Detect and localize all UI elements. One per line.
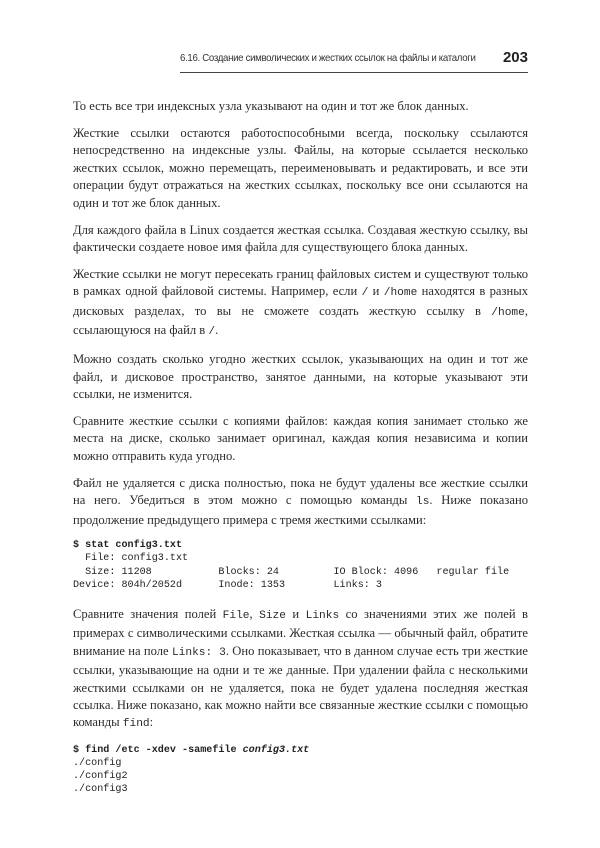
command-argument: config3.txt [242,744,310,756]
paragraph: Жесткие ссылки остаются работоспособными всегда, поскольку ссылаются непосредственно на индексные узлы. Файлы, на которые ссылается несколько жестких ссылок, можно перемещать, переименовывать и редактировать, и все эти операции будут отражаться на жестких ссылках, поскольку все они ссылаются на один и тот же блок данных. [73,126,528,210]
paragraph [73,266,528,342]
text: . [215,323,219,338]
inline-code: Size [259,609,286,622]
inline-code: Links [305,609,340,622]
output-line: File: config3.txt [73,553,189,565]
code-block-find [73,744,528,797]
text: и [368,284,384,299]
text: Файл не удаляется с диска полностью, пока не будут удалены все жесткие ссылки на него. Убедиться в этом можно с помощью команды [73,475,528,508]
inline-code: Links: 3 [171,646,226,659]
output-line: Size: 11208 Blocks: 24 IO Block: 4096 regular file [73,566,510,578]
chapter-section-title: 6.16. Создание символических и жестких ссылок на файлы и каталоги [180,53,476,64]
inline-code: ls [415,496,430,509]
text: . Оно показывает, что в данном случае есть три жесткие ссылки, указывающие на одни и те же данные. При удалении файла с несколькими жесткими ссылками он не удаляется, пока не будет удалена последняя жесткая ссылка. Ниже показано, как можно найти все связанные жесткие ссылки с помощью команды [73,643,528,730]
paragraph: Можно создать сколько угодно жестких ссылок, указывающих на один и тот же файл, и дисковое пространство, занятое данными, на которые указывают эти ссылки, не изменится. [73,352,528,402]
page-body [73,98,528,811]
text: Жесткие ссылки не могут пересекать границ файловых систем и существуют только в рамках одной файловой системы. Например, если [73,267,528,299]
running-header [180,50,528,73]
command-text: $ find /etc -xdev -samefile [73,744,243,756]
text: , ссылающуюся на файл в [73,303,528,338]
output-line: ./config2 [73,771,128,783]
inline-code: /home [383,287,418,300]
inline-code: / [208,326,216,339]
paragraph: Сравните жесткие ссылки с копиями файлов: каждая копия занимает столько же места на диске, сколько занимает оригинал, каждая копия независима и копии можно отправить куда угодно. [73,414,528,463]
output-line: ./config3 [73,784,128,796]
inline-code: find [122,718,150,731]
inline-code: File [222,609,250,622]
paragraph [73,606,528,734]
text: . Ниже показано продолжение предыдущего примера с тремя жесткими ссылками: [73,493,529,527]
command-line [73,744,528,757]
inline-code: / [361,287,369,300]
output-line: Device: 804h/2052d Inode: 1353 Links: 3 [73,579,382,591]
text: со значениями этих же полей в примерах с символическими ссылками. Жесткая ссылка — обычный файл, обратите внимание на поле [73,606,529,658]
text: , [249,606,260,621]
paragraph: Для каждого файла в Linux создается жесткая ссылка. Создавая жесткую ссылку, вы фактически создаете новое имя файла для существующего блока данных. [73,222,528,255]
text: находятся в разных дисковых разделах, то вы не сможете создать жесткую ссылку в [73,284,528,318]
text: : [149,715,154,730]
text: Сравните значения полей [73,606,223,621]
code-block-stat [73,539,528,592]
output-line: ./config [73,757,122,769]
paragraph: То есть все три индексных узла указывают на один и тот же блок данных. [73,99,469,113]
page-number: 203 [502,49,528,66]
paragraph [73,475,528,529]
command-line: $ stat config3.txt [73,540,183,552]
text: и [285,606,306,621]
inline-code: /home [491,306,525,319]
